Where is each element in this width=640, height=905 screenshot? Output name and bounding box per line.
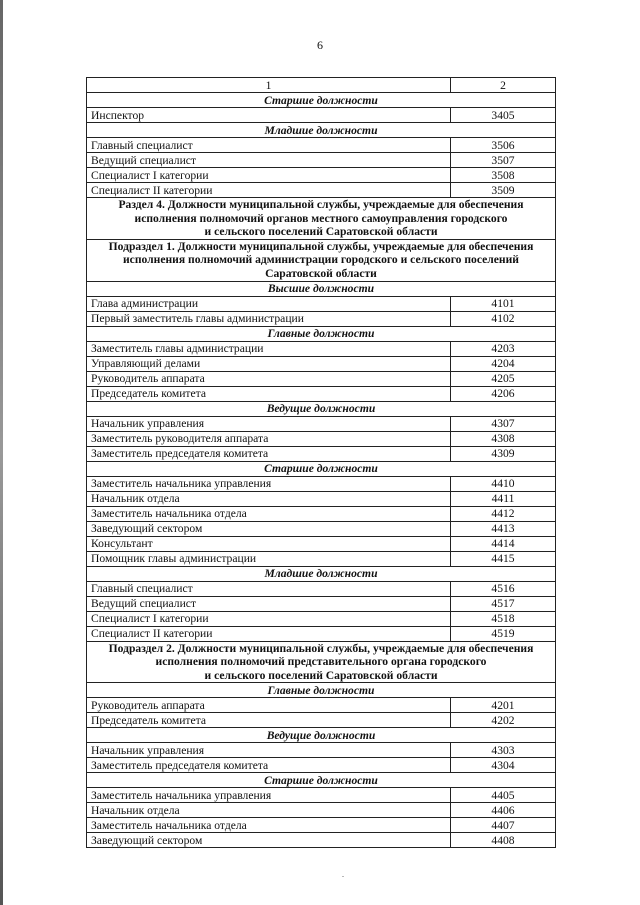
section-heading-line: исполнения полномочий представительного органа городского xyxy=(155,655,487,669)
position-name: Заместитель главы администрации xyxy=(87,341,451,356)
position-name: Заместитель председателя комитета xyxy=(87,446,451,461)
position-code: 4413 xyxy=(451,521,556,536)
section-heading-line: исполнения полномочий органов местного самоуправления городского xyxy=(134,211,508,225)
section-heading-line: Подраздел 2. Должности муниципальной службы, учреждаемые для обеспечения xyxy=(108,641,534,655)
table-row xyxy=(87,476,556,491)
position-code: 4411 xyxy=(451,491,556,506)
position-name: Заместитель начальника управления xyxy=(87,788,451,803)
table-row xyxy=(87,416,556,431)
category-row xyxy=(87,773,556,788)
position-name: Руководитель аппарата xyxy=(87,371,451,386)
section-row xyxy=(87,198,556,240)
position-code: 4203 xyxy=(451,341,556,356)
table-row xyxy=(87,713,556,728)
position-name: Специалист II категории xyxy=(87,626,451,641)
category-heading: Главные должности xyxy=(87,326,556,341)
position-name: Заместитель начальника отдела xyxy=(87,506,451,521)
position-name: Заместитель начальника управления xyxy=(87,476,451,491)
position-code: 4307 xyxy=(451,416,556,431)
position-name: Ведущий специалист xyxy=(87,153,451,168)
position-code: 4516 xyxy=(451,581,556,596)
position-code: 3405 xyxy=(451,108,556,123)
category-row xyxy=(87,93,556,108)
position-name: Помощник главы администрации xyxy=(87,551,451,566)
table-row xyxy=(87,521,556,536)
category-row xyxy=(87,326,556,341)
position-name: Глава администрации xyxy=(87,296,451,311)
position-code: 4415 xyxy=(451,551,556,566)
section-heading xyxy=(87,198,556,240)
position-code: 4201 xyxy=(451,698,556,713)
table-row xyxy=(87,138,556,153)
position-name: Председатель комитета xyxy=(87,386,451,401)
position-code: 4206 xyxy=(451,386,556,401)
section-heading xyxy=(87,641,556,683)
position-code: 4102 xyxy=(451,311,556,326)
position-name: Руководитель аппарата xyxy=(87,698,451,713)
position-name: Специалист I категории xyxy=(87,168,451,183)
table-row xyxy=(87,108,556,123)
position-name: Начальник отдела xyxy=(87,803,451,818)
section-heading-line: Саратовской области xyxy=(265,266,377,280)
position-code: 4410 xyxy=(451,476,556,491)
position-code: 3507 xyxy=(451,153,556,168)
scan-dot: . xyxy=(342,870,344,879)
section-heading-line: и сельского поселений Саратовской области xyxy=(204,225,438,239)
position-code: 4517 xyxy=(451,596,556,611)
category-heading: Главные должности xyxy=(87,683,556,698)
position-code: 3506 xyxy=(451,138,556,153)
position-code: 4303 xyxy=(451,743,556,758)
position-code: 4309 xyxy=(451,446,556,461)
table-row xyxy=(87,386,556,401)
table-row xyxy=(87,818,556,833)
scan-edge xyxy=(0,0,3,905)
category-heading: Ведущие должности xyxy=(87,401,556,416)
table-row xyxy=(87,743,556,758)
table-row xyxy=(87,536,556,551)
position-name: Заведующий сектором xyxy=(87,833,451,848)
table-row xyxy=(87,581,556,596)
table-row xyxy=(87,311,556,326)
position-code: 4414 xyxy=(451,536,556,551)
table-row xyxy=(87,551,556,566)
position-code: 4519 xyxy=(451,626,556,641)
position-code: 4202 xyxy=(451,713,556,728)
section-heading-line: Подраздел 1. Должности муниципальной службы, учреждаемые для обеспечения xyxy=(108,239,534,253)
section-heading-line: Раздел 4. Должности муниципальной службы, учреждаемые для обеспечения xyxy=(118,198,524,211)
table-row xyxy=(87,758,556,773)
table-header-row xyxy=(87,78,556,93)
position-name: Заместитель председателя комитета xyxy=(87,758,451,773)
table-row xyxy=(87,803,556,818)
category-heading: Высшие должности xyxy=(87,281,556,296)
position-name: Специалист I категории xyxy=(87,611,451,626)
position-name: Главный специалист xyxy=(87,581,451,596)
category-row xyxy=(87,461,556,476)
category-heading: Младшие должности xyxy=(87,123,556,138)
position-name: Заместитель руководителя аппарата xyxy=(87,431,451,446)
position-name: Заместитель начальника отдела xyxy=(87,818,451,833)
table-row xyxy=(87,168,556,183)
position-name: Консультант xyxy=(87,536,451,551)
position-code: 4407 xyxy=(451,818,556,833)
table-row xyxy=(87,626,556,641)
table-row xyxy=(87,698,556,713)
category-row xyxy=(87,728,556,743)
table-row xyxy=(87,371,556,386)
position-name: Управляющий делами xyxy=(87,356,451,371)
category-heading: Старшие должности xyxy=(87,93,556,108)
category-heading: Старшие должности xyxy=(87,461,556,476)
section-heading-line: и сельского поселений Саратовской области xyxy=(204,668,438,682)
table-row xyxy=(87,356,556,371)
position-name: Начальник управления xyxy=(87,416,451,431)
section-heading xyxy=(87,239,556,281)
table-row xyxy=(87,833,556,848)
category-row xyxy=(87,123,556,138)
position-code: 4101 xyxy=(451,296,556,311)
table-row xyxy=(87,611,556,626)
position-code: 4204 xyxy=(451,356,556,371)
category-heading: Младшие должности xyxy=(87,566,556,581)
position-name: Специалист II категории xyxy=(87,183,451,198)
table-row xyxy=(87,596,556,611)
positions-table xyxy=(86,77,556,848)
page-number: 6 xyxy=(317,38,323,52)
section-row xyxy=(87,239,556,281)
category-row xyxy=(87,566,556,581)
table-row xyxy=(87,183,556,198)
table-row xyxy=(87,446,556,461)
position-code: 3509 xyxy=(451,183,556,198)
position-name: Первый заместитель главы администрации xyxy=(87,311,451,326)
position-code: 4406 xyxy=(451,803,556,818)
table-row xyxy=(87,341,556,356)
position-code: 4405 xyxy=(451,788,556,803)
section-row xyxy=(87,641,556,683)
header-col-1: 1 xyxy=(87,78,451,93)
position-code: 4205 xyxy=(451,371,556,386)
category-row xyxy=(87,683,556,698)
section-heading-line: исполнения полномочий администрации городского и сельского поселений xyxy=(123,253,519,267)
category-row xyxy=(87,401,556,416)
position-name: Начальник управления xyxy=(87,743,451,758)
category-heading: Старшие должности xyxy=(87,773,556,788)
header-col-2: 2 xyxy=(451,78,556,93)
position-name: Председатель комитета xyxy=(87,713,451,728)
position-name: Ведущий специалист xyxy=(87,596,451,611)
position-code: 4518 xyxy=(451,611,556,626)
position-code: 3508 xyxy=(451,168,556,183)
position-name: Начальник отдела xyxy=(87,491,451,506)
table-row xyxy=(87,506,556,521)
table-row xyxy=(87,153,556,168)
position-name: Главный специалист xyxy=(87,138,451,153)
table-row xyxy=(87,296,556,311)
position-code: 4308 xyxy=(451,431,556,446)
position-code: 4408 xyxy=(451,833,556,848)
table-row xyxy=(87,788,556,803)
position-code: 4304 xyxy=(451,758,556,773)
position-name: Заведующий сектором xyxy=(87,521,451,536)
position-name: Инспектор xyxy=(87,108,451,123)
position-code: 4412 xyxy=(451,506,556,521)
category-heading: Ведущие должности xyxy=(87,728,556,743)
category-row xyxy=(87,281,556,296)
table-row xyxy=(87,431,556,446)
table-row xyxy=(87,491,556,506)
